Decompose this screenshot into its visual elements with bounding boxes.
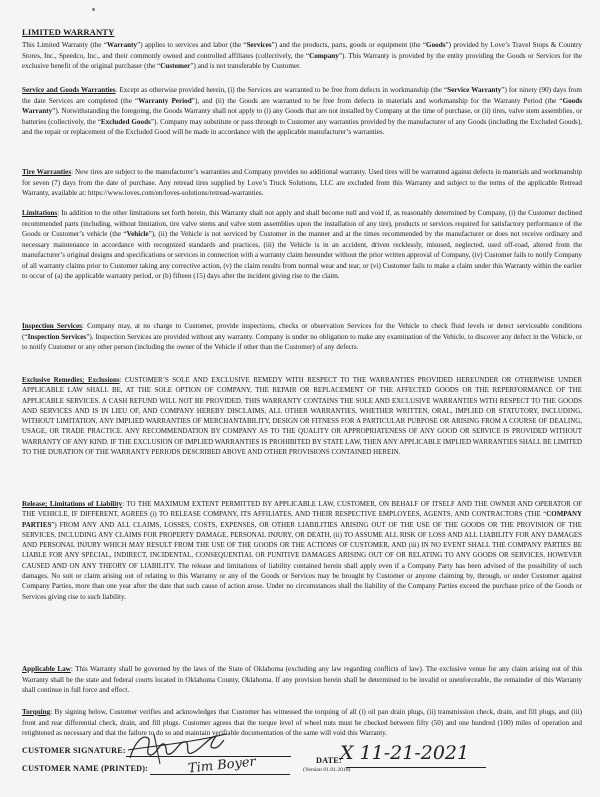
- section-heading: Service and Goods Warranties: [22, 86, 116, 94]
- version-note: (Version 01.01.2018): [303, 767, 351, 773]
- section-heading: Exclusive Remedies; Exclusions: [22, 376, 120, 384]
- torquing-section: Torquing: By signing below, Customer verifies and acknowledges that Customer has witnessed the torquing of all (i) oil pan drain plugs, (ii) transmission check, drain, and fill plugs, and (iii) front and rear differential check, drain, and fill plugs. Customer agrees that the torque level of wheel nuts must be checked between fifty (50) and one hundred (100) miles of operation and retightened as necessary and that the failure to do so and maintain verifiable documentation of the same will void this Warranty.: [22, 708, 582, 738]
- section-heading: Torquing: [22, 708, 51, 716]
- intro-paragraph: This Limited Warranty (the “Warranty”) applies to services and labor (the “Services”) and the products, parts, goods or equipment (the “Goods”) provided by Love’s Travel Stops & Country Stores, Inc., Speedco, Inc., and their commonly owned and controlled affiliates (collectively, the “Company”). This Warranty is provided by the entity providing the Goods or Services for the exclusive benefit of the original purchaser (the “Customer”) and is not transferable by Customer.: [22, 41, 582, 71]
- customer-name-value: Tim Boyer: [187, 754, 257, 777]
- inspection-section: Inspection Services: Company may, at no charge to Customer, provide inspections, checks or observation Services for the Vehicle to check fluid levels or detect serviceable conditions (“Inspection Services”). Inspection Services are provided without any warranty. Company is under no obligation to make any examination of the Vehicle, to discover any defect in the Vehicle, or to notify Customer or any other person (including the owner of the Vehicle if other than the Customer) of any defects.: [22, 322, 582, 352]
- section-heading: Limitations: [22, 209, 58, 217]
- customer-name-label: CUSTOMER NAME (PRINTED):: [22, 764, 149, 773]
- service-goods-section: Service and Goods Warranties. Except as otherwise provided herein, (i) the Services are warranted to be free from defects in workmanship (the “Service Warranty”) for ninety (90) days from the date Services are completed (the “Warranty Period”), and (ii) the Goods are warranted to be free from defects in materials and workmanship for the Warranty Period (the “Goods Warranty”). Notwithstanding the foregoing, the Goods Warranty shall not apply to (i) any Goods that are not installed by Company at the time of purchase, or (ii) tires, valve stem assemblies, or batteries (collectively, the “Excluded Goods”). Company may substitute or pass through to Customer any warranties provided by the manufacturer of any Goods (including the Excluded Goods), and the repair or replacement of the Excluded Good will be made in accordance with the applicable manufacturer’s warranties.: [22, 86, 583, 137]
- section-heading: Tire Warranties: [22, 168, 72, 176]
- customer-signature-label: CUSTOMER SIGNATURE:: [22, 746, 126, 755]
- section-heading: Release; Limitations of Liability: [22, 500, 123, 508]
- section-heading: Inspection Services: [22, 322, 82, 330]
- customer-name-line: [150, 774, 290, 775]
- remedies-section: Exclusive Remedies; Exclusions: CUSTOMER’S SOLE AND EXCLUSIVE REMEDY WITH RESPECT TO THE WARRANTIES PROVIDED HEREUNDER OR OTHERWISE UNDER APPLICABLE LAW SHALL BE, AT THE SOLE OPTION OF COMPANY, THE REPAIR OR REPLACEMENT OF THE AFFECTED GOODS OR THE REPERFORMANCE OF THE APPLICABLE SERVICES. A CASH REFUND WILL NOT BE PROVIDED. THIS WARRANTY CONTAINS THE SOLE AND EXCLUSIVE WARRANTIES WITH RESPECT TO THE GOODS AND SERVICES AND IS IN LIEU OF, AND COMPANY HEREBY DISCLAIMS, ALL OTHER WARRANTIES, WHETHER WRITTEN, ORAL, IMPLIED OR STATUTORY, INCLUDING, WITHOUT LIMITATION, ANY IMPLIED WARRANTIES OF MERCHANTABILITY, DESIGN OR FITNESS FOR A PARTICULAR PURPOSE OR ARISING FROM A COURSE OF DEALING, USAGE, OR TRADE PRACTICE. ANY RECOMMENDATION BY COMPANY AS TO THE QUALITY OR APPROPRIATENESS OF ANY GOOD OR SERVICE IS PROVIDED WITHOUT WARRANTY OF ANY KIND. IF THE EXCLUSION OF IMPLIED WARRANTIES IS PROHIBITED BY STATE LAW, THEN ANY APPLICABLE IMPLIED WARRANTIES SHALL BE LIMITED TO THE DURATION OF THE WARRANTY PERIODS DESCRIBED ABOVE AND OTHER PROVISIONS CONTAINED HEREIN.: [22, 376, 583, 457]
- date-label: DATE:: [316, 756, 342, 765]
- limitations-section: Limitations: In addition to the other limitations set forth herein, this Warranty shall not apply and shall become null and void if, as reasonably determined by Company, (i) the Customer declined recommended parts (including, without limitation, tire valve stems and valve stem assemblies upon the installation of any tire), products or services required for satisfactory performance of the Goods or Customer’s vehicle (the “Vehicle”), (ii) the Vehicle is not serviced by Customer in the manner and at the times recommended by the manufacturer or does not receive ordinary and necessary maintenance in accordance with recognized standards and practices, (iii) the Vehicle is in an accident, driven recklessly, misused, neglected, used off-road, altered from the manufacturer’s original designs and specifications or services in connection with a warranty claim hereunder without the prior written approval of Company, (iv) Customer fails to notify Company of all warranty claims prior to Customer taking any corrective action, (v) the claim results from normal wear and tear, or (vi) Customer fails to make a claim under this Warranty within the earlier to occur of (a) the applicable warranty period, or (b) fifteen (15) days after the incident giving rise to the claim.: [22, 209, 583, 281]
- release-section: Release; Limitations of Liability: TO THE MAXIMUM EXTENT PERMITTED BY APPLICABLE LAW, CUSTOMER, ON BEHALF OF ITSELF AND THE OWNER AND OPERATOR OF THE VEHICLE, IF DIFFERENT, AGREES (i) TO RELEASE COMPANY, ITS AFFILIATES, AND THEIR RESPECTIVE EMPLOYEES, AGENTS, AND CONTRACTORS (THE “COMPANY PARTIES”) FROM ANY AND ALL CLAIMS, LOSSES, COSTS, EXPENSES, OR OTHER LIABILITIES ARISING OUT OF THE USE OF THE GOODS OR THE PROVISION OF THE SERVICES, INCLUDING ANY CLAIMS FOR PROPERTY DAMAGE, PERSONAL INJURY, OR DEATH, (ii) TO ASSUME ALL RISK OF LOSS AND ALL LIABILITY FOR ANY DAMAGES AND PERSONAL INJURY WHICH MAY RESULT FROM THE USE OF THE GOODS OR THE ACTIONS OF CUSTOMER, AND (iii) IN NO EVENT SHALL THE COMPANY PARTIES BE LIABLE FOR ANY SPECIAL, INDIRECT, INCIDENTAL, CONSEQUENTIAL OR PUNITIVE DAMAGES ARISING OUT OF OR RELATING TO ANY GOODS OR SERVICES, HOWEVER CAUSED AND ON ANY THEORY OF LIABILITY. The release and limitations of liability contained herein shall apply even if a Company Party has been advised of the possibility of such damages. No suit or claim arising out of relating to this Warranty or any of the Goods or Services may be brought by Customer or anyone claiming by, through, or under Customer against Company Parties, more than one year after the date that such cause of action arose. Under no circumstances shall the liability of the Company Parties exceed the purchase price of the Goods or Services giving rise to such liability.: [22, 500, 582, 601]
- section-heading: Applicable Law: [22, 665, 71, 673]
- tire-section: Tire Warranties: New tires are subject to the manufacturer’s warranties and Company provides no additional warranty. Used tires will be warranted against defects in materials and workmanship for seven (7) days from the date of purchase. Any retread tires supplied by Love’s Truck Solutions, LLC are excluded from this Warranty and subject to the terms of the applicable Retread Warranty, available at: https://www.loves.com/en/loves-solutions/retread-warranties.: [22, 168, 582, 198]
- date-value: X 11-21-2021: [340, 742, 470, 764]
- document-title: LIMITED WARRANTY: [22, 27, 115, 37]
- date-line: [346, 767, 486, 768]
- applicable-law-section: Applicable Law: This Warranty shall be governed by the laws of the State of Oklahoma (excluding any law regarding conflicts of law). The exclusive venue for any claim arising out of this Warranty shall be the state and federal courts located in Oklahoma County, Oklahoma. If any provision herein shall be determined to be invalid or unenforceable, the remainder of this Warranty shall continue in full force and effect.: [22, 665, 582, 695]
- scan-speck: [92, 8, 95, 11]
